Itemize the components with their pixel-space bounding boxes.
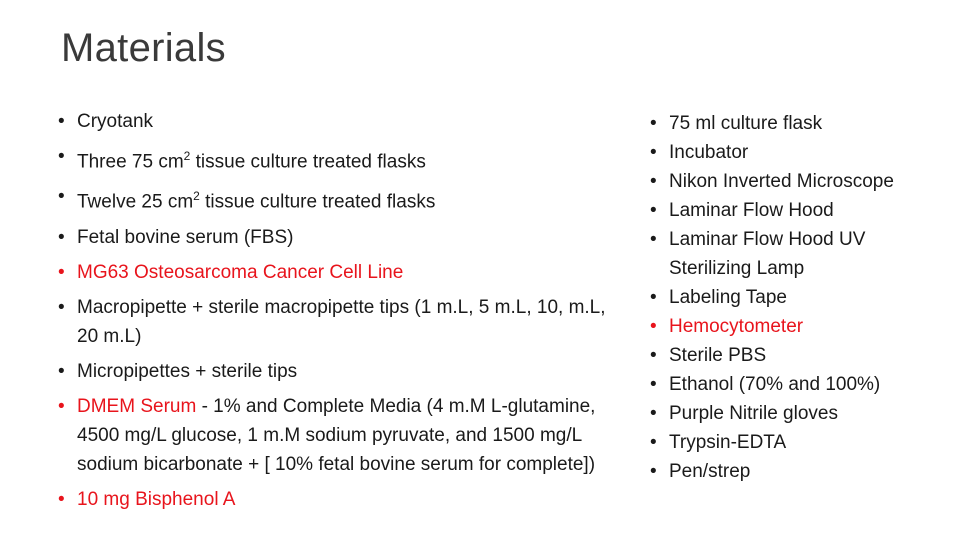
list-item-text: Hemocytometer: [669, 316, 804, 337]
list-item: [58, 107, 618, 136]
list-item-text: Sterile PBS: [669, 345, 767, 366]
list-item-text: Nikon Inverted Microscope: [669, 171, 894, 192]
list-item-text: Ethanol (70% and 100%): [669, 374, 881, 395]
list-item: [650, 167, 950, 196]
list-item: [58, 293, 618, 351]
list-item-text: Macropipette + sterile macropipette tips (1 m.L, 5 m.L, 10, m.L, 20 m.L): [77, 296, 606, 347]
list-item-text: Purple Nitrile gloves: [669, 403, 838, 424]
materials-list-right: [650, 109, 950, 486]
list-item: [58, 142, 618, 176]
list-item-text: - 1% and Complete Media (4 m.M L-glutamine, 4500 mg/L glucose, 1 m.M sodium pyruvate, and 1500 mg/L sodium bicarbonate + [ 10% fetal bovine serum for complete]): [77, 395, 596, 475]
list-item: [650, 283, 950, 312]
list-item-text: Twelve 25 cm: [77, 191, 194, 213]
list-item-text: 10 mg Bisphenol A: [77, 488, 236, 510]
list-item: [650, 428, 950, 457]
list-item-highlight: DMEM Serum: [77, 395, 197, 417]
list-item: [650, 225, 950, 283]
list-item-text: Micropipettes + sterile tips: [77, 360, 298, 382]
list-item-text: Laminar Flow Hood UV Sterilizing Lamp: [669, 229, 866, 279]
list-item: [650, 312, 950, 341]
list-item: [58, 223, 618, 252]
list-item: [650, 457, 950, 486]
list-item: [58, 392, 618, 479]
list-item-text: Fetal bovine serum (FBS): [77, 226, 294, 248]
list-item-text: Pen/strep: [669, 461, 751, 482]
list-item-text: 75 ml culture flask: [669, 113, 823, 134]
list-item-text: Three 75 cm: [77, 151, 184, 173]
list-item-text: MG63 Osteosarcoma Cancer Cell Line: [77, 261, 404, 283]
list-item: [58, 258, 618, 287]
superscript: 2: [183, 149, 191, 163]
list-item: [650, 399, 950, 428]
list-item: [58, 182, 618, 216]
list-item-text: Laminar Flow Hood: [669, 200, 834, 221]
superscript: 2: [193, 189, 200, 204]
slide-title: Materials: [61, 26, 226, 70]
list-item-text: Incubator: [669, 142, 749, 163]
list-item-text: tissue culture treated flasks: [190, 151, 426, 173]
list-item: [58, 357, 618, 386]
list-item: [58, 485, 618, 514]
list-item-text: tissue culture treated flasks: [199, 191, 436, 213]
list-item-text: Cryotank: [77, 111, 154, 132]
materials-list-left: [58, 107, 618, 514]
list-item-text: Trypsin-EDTA: [669, 432, 787, 453]
list-item: [650, 370, 950, 399]
list-item: [650, 341, 950, 370]
list-item-text: Labeling Tape: [669, 287, 787, 308]
list-item: [650, 196, 950, 225]
list-item: [650, 138, 950, 167]
list-item: [650, 109, 950, 138]
